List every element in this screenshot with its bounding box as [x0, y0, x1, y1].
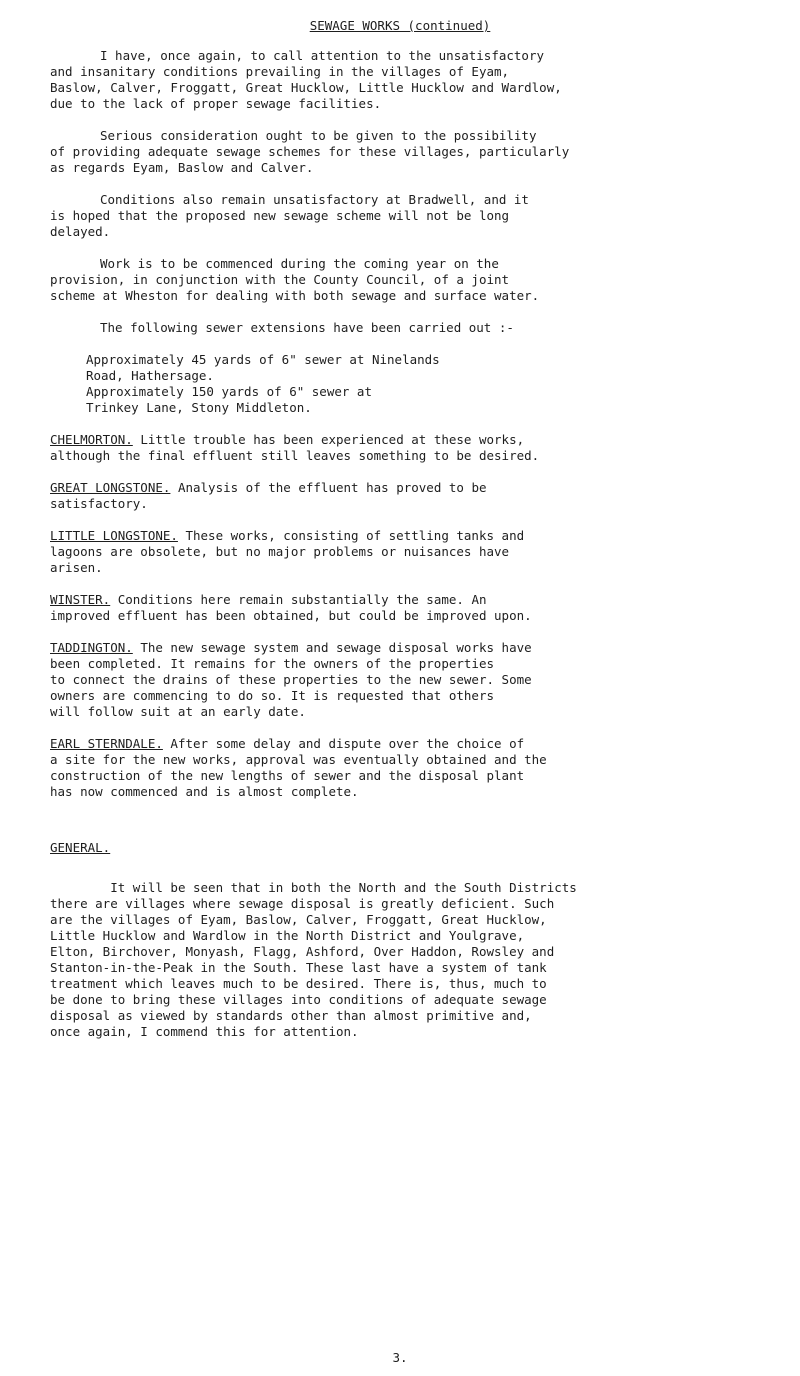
intro-paragraph-2: Serious consideration ought to be given to the possibility of providing adequate sewage schemes for these villages, particularly as regards Eyam, Baslow and Calver. [50, 128, 570, 175]
intro-paragraph-4: Work is to be commenced during the coming year on the provision, in conjunction with the County Council, of a joint scheme at Wheston for dealing with both sewage and surface water. [50, 256, 540, 303]
page-title: SEWAGE WORKS (continued) [309, 18, 491, 33]
intro-paragraph-3: Conditions also remain unsatisfactory at Bradwell, and it is hoped that the proposed new sewage scheme will not be long delayed. [50, 192, 529, 239]
works-text-taddington: The new sewage system and sewage disposal works have been completed. It remains for the owners of the properties to connect the drains of these properties to the new sewer. Some owners are commencing to do so. It is requested that others will follow suit at an early date. [50, 640, 532, 719]
works-text-great-longstone: Analysis of the effluent has proved to be satisfactory. [50, 480, 487, 511]
works-heading-winster: WINSTER. [50, 592, 111, 607]
sewer-extension-item-2: Approximately 150 yards of 6" sewer at Trinkey Lane, Stony Middleton. [86, 384, 372, 415]
works-heading-great-longstone: GREAT LONGSTONE. [50, 480, 171, 495]
works-paragraph-winster [50, 592, 770, 624]
works-text-chelmorton: Little trouble has been experienced at these works, although the final effluent still leaves something to be desired. [50, 432, 540, 463]
general-paragraph: It will be seen that in both the North and the South Districts there are villages where sewage disposal is greatly deficient. Such are the villages of Eyam, Baslow, Calver, Froggatt, Great Hucklow, Little Hucklow and Wardlow in the North District and Youlgrave, Elton, Birchover, Monyash, Flagg, Ashford, Over Haddon, Rowsley and Stanton-in-the-Peak in the South. These last have a system of tank treatment which leaves much to be desired. There is, thus, much to be done to bring these villages into conditions of adequate sewage disposal as viewed by standards other than almost primitive and, once again, I commend this for attention. [50, 880, 577, 1039]
works-paragraph-earl-sterndale [50, 736, 770, 800]
works-text-winster: Conditions here remain substantially the same. An improved effluent has been obtained, but could be improved upon. [50, 592, 532, 623]
general-heading-line [50, 840, 770, 856]
intro-paragraph-5: The following sewer extensions have been carried out :- [100, 320, 514, 335]
works-paragraph-chelmorton [50, 432, 770, 464]
works-heading-earl-sterndale: EARL STERNDALE. [50, 736, 163, 751]
works-heading-chelmorton: CHELMORTON. [50, 432, 133, 447]
works-paragraph-great-longstone [50, 480, 770, 512]
general-heading: GENERAL. [50, 840, 111, 855]
page-number: 3. [392, 1350, 408, 1365]
works-text-little-longstone: These works, consisting of settling tanks and lagoons are obsolete, but no major problems or nuisances have arisen. [50, 528, 525, 575]
works-paragraph-taddington [50, 640, 770, 720]
sewer-extension-item-1: Approximately 45 yards of 6" sewer at Ninelands Road, Hathersage. [86, 352, 440, 383]
works-heading-little-longstone: LITTLE LONGSTONE. [50, 528, 178, 543]
works-text-earl-sterndale: After some delay and dispute over the choice of a site for the new works, approval was eventually obtained and the construction of the new lengths of sewer and the disposal plant has now commenced and is almost complete. [50, 736, 547, 799]
works-heading-taddington: TADDINGTON. [50, 640, 133, 655]
intro-paragraph-1: I have, once again, to call attention to the unsatisfactory and insanitary conditions prevailing in the villages of Eyam, Baslow, Calver, Froggatt, Great Hucklow, Little Hucklow and Wardlow, due to the lack of proper sewage facilities. [50, 48, 562, 111]
works-paragraph-little-longstone [50, 528, 770, 576]
